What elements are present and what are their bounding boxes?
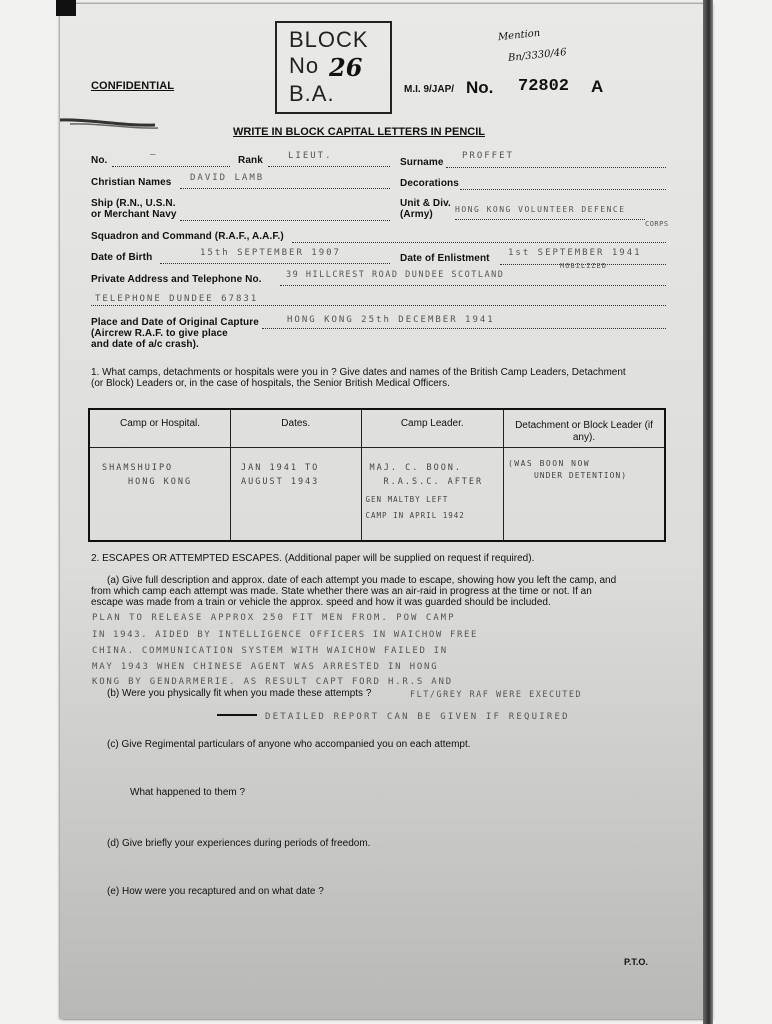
ship-label-2: or Merchant Navy — [91, 209, 177, 220]
address-value-1: 39 HILLCREST ROAD DUNDEE SCOTLAND — [286, 270, 505, 280]
q2a-answer-5: KONG BY GENDARMERIE. AS RESULT CAPT FORD H.R.S AND — [92, 677, 453, 687]
confidential-label: CONFIDENTIAL — [91, 80, 175, 92]
cell-detachment — [503, 447, 665, 541]
cell-dates — [231, 447, 362, 541]
no-symbol: No. — [466, 78, 494, 97]
q2b-answer-tail: FLT/GREY RAF WERE EXECUTED — [410, 690, 583, 700]
capture-line — [262, 328, 666, 329]
stamp-line-no: No — [289, 53, 320, 78]
detachment-line-2: UNDER DETENTION) — [533, 470, 628, 480]
q2a-text-3: escape was made from a train or vehicle the approx. speed and how it was guarded should be included. — [91, 597, 551, 608]
unit-value-1: HONG KONG VOLUNTEER DEFENCE — [455, 205, 626, 214]
q2-heading: 2. ESCAPES OR ATTEMPTED ESCAPES. (Additional paper will be supplied on request if required). — [91, 553, 535, 564]
staple-mark — [60, 116, 160, 130]
detachment-line-1: (WAS BOON NOW — [507, 458, 591, 468]
leader-line-4: CAMP IN APRIL 1942 — [365, 510, 465, 520]
dob-value: 15th SEPTEMBER 1907 — [200, 248, 341, 258]
leader-line-2: R.A.S.C. AFTER — [383, 476, 484, 487]
q2a-answer-3: CHINA. COMMUNICATION SYSTEM WITH WAICHOW FAILED IN — [92, 646, 448, 656]
no-label: No. — [91, 155, 108, 166]
decorations-line — [460, 189, 666, 190]
q2a-answer-4: MAY 1943 WHEN CHINESE AGENT WAS ARRESTED IN HONG — [92, 662, 439, 672]
surname-label: Surname — [400, 157, 444, 168]
unit-value-2: CORPS — [645, 220, 669, 228]
q2d-question: (d) Give briefly your experiences during periods of freedom. — [107, 838, 371, 849]
margin-note-ref: Bn/3330/46 — [507, 46, 568, 65]
capture-value: HONG KONG 25th DECEMBER 1941 — [287, 315, 495, 325]
squadron-line — [292, 242, 666, 243]
stamp-line-block: BLOCK — [289, 27, 369, 52]
detailed-report-note: DETAILED REPORT CAN BE GIVEN IF REQUIRED — [265, 712, 570, 722]
q1-text-2: (or Block) Leaders or, in the case of hospitals, the Senior British Medical Officers. — [91, 378, 450, 389]
camp-line-2: HONG KONG — [128, 476, 193, 487]
camps-table-header — [89, 409, 665, 447]
address-line-2 — [91, 305, 666, 306]
corner-tab — [56, 0, 76, 16]
address-label: Private Address and Telephone No. — [91, 274, 262, 285]
q1-text-1: 1. What camps, detachments or hospitals were you in ? Give dates and names of the British Camp Leaders, Detachment — [91, 367, 626, 378]
camp-line-1: SHAMSHUIPO — [102, 462, 174, 473]
dates-line-2: AUGUST 1943 — [241, 476, 320, 487]
stamp-number: 26 — [329, 53, 363, 82]
rank-value: LIEUT. — [288, 151, 333, 161]
stamp-line-ba: B.A. — [289, 81, 335, 106]
strike-mark — [217, 714, 257, 716]
capture-label-1: Place and Date of Original Capture — [91, 317, 259, 328]
q2b-question: (b) Were you physically fit when you made these attempts ? — [107, 688, 372, 699]
address-line-1 — [280, 285, 666, 286]
address-note: MOBILIZED — [560, 262, 607, 270]
no-value: — — [150, 150, 158, 160]
unit-label-1: Unit & Div. — [400, 198, 451, 209]
col-dates: Dates. — [231, 409, 362, 447]
form-suffix: A — [591, 77, 604, 96]
enlistment-value: 1st SEPTEMBER 1941 — [508, 248, 642, 258]
decorations-label: Decorations — [400, 178, 459, 189]
camps-table — [88, 408, 666, 542]
squadron-label: Squadron and Command (R.A.F., A.A.F.) — [91, 231, 284, 242]
col-camp-leader: Camp Leader. — [361, 409, 503, 447]
q2e-question: (e) How were you recaptured and on what date ? — [107, 886, 324, 897]
pto-label: P.T.O. — [624, 957, 648, 967]
q2a-text-2: from which camp each attempt was made. State whether there was an air-raid in progress at the time or not. If an — [91, 586, 592, 597]
ref-prefix: M.I. 9/JAP/ — [404, 84, 455, 95]
instruction-title: WRITE IN BLOCK CAPITAL LETTERS IN PENCIL — [233, 126, 485, 138]
dob-label: Date of Birth — [91, 252, 153, 263]
ship-line — [180, 220, 390, 221]
col-camp-or-hospital: Camp or Hospital. — [89, 409, 231, 447]
christian-names-line — [180, 188, 390, 189]
q2c-what-happened: What happened to them ? — [130, 787, 246, 798]
cell-leader — [361, 447, 503, 541]
form-number: 72802 — [518, 77, 570, 96]
dates-line-1: JAN 1941 TO — [241, 462, 320, 473]
q2a-text-1: (a) Give full description and approx. date of each attempt you made to escape, showing how you left the camp, and — [107, 575, 617, 586]
capture-label-2: (Aircrew R.A.F. to give place — [91, 328, 228, 339]
no-line — [112, 166, 230, 167]
dob-line — [160, 263, 390, 264]
table-row — [89, 447, 665, 541]
q2c-question: (c) Give Regimental particulars of anyone who accompanied you on each attempt. — [107, 739, 471, 750]
margin-note-mention: Mention — [497, 27, 541, 44]
q2a-answer-1: PLAN TO RELEASE APPROX 250 FIT MEN FROM. POW CAMP — [92, 613, 456, 623]
address-value-2: TELEPHONE DUNDEE 67831 — [95, 294, 259, 304]
unit-line — [455, 219, 645, 220]
christian-names-label: Christian Names — [91, 177, 172, 188]
christian-names-value: DAVID LAMB — [190, 173, 265, 183]
block-stamp — [275, 21, 392, 114]
ship-label-1: Ship (R.N., U.S.N. — [91, 198, 176, 209]
unit-label-2: (Army) — [400, 209, 433, 220]
surname-value: PROFFET — [462, 151, 514, 161]
q2a-answer-2: IN 1943. AIDED BY INTELLIGENCE OFFICERS IN WAICHOW FREE — [92, 630, 479, 640]
surname-line — [446, 167, 666, 168]
capture-label-3: and date of a/c crash). — [91, 339, 199, 350]
cell-camp — [89, 447, 231, 541]
rank-line — [268, 166, 390, 167]
col-detachment-leader: Detachment or Block Leader (if any). — [503, 409, 665, 447]
leader-line-1: MAJ. C. BOON. — [369, 462, 463, 473]
enlistment-label: Date of Enlistment — [400, 253, 490, 264]
paper-edge — [703, 0, 713, 1024]
rank-label: Rank — [238, 155, 263, 166]
leader-line-3: GEN MALTBY LEFT — [365, 494, 449, 504]
